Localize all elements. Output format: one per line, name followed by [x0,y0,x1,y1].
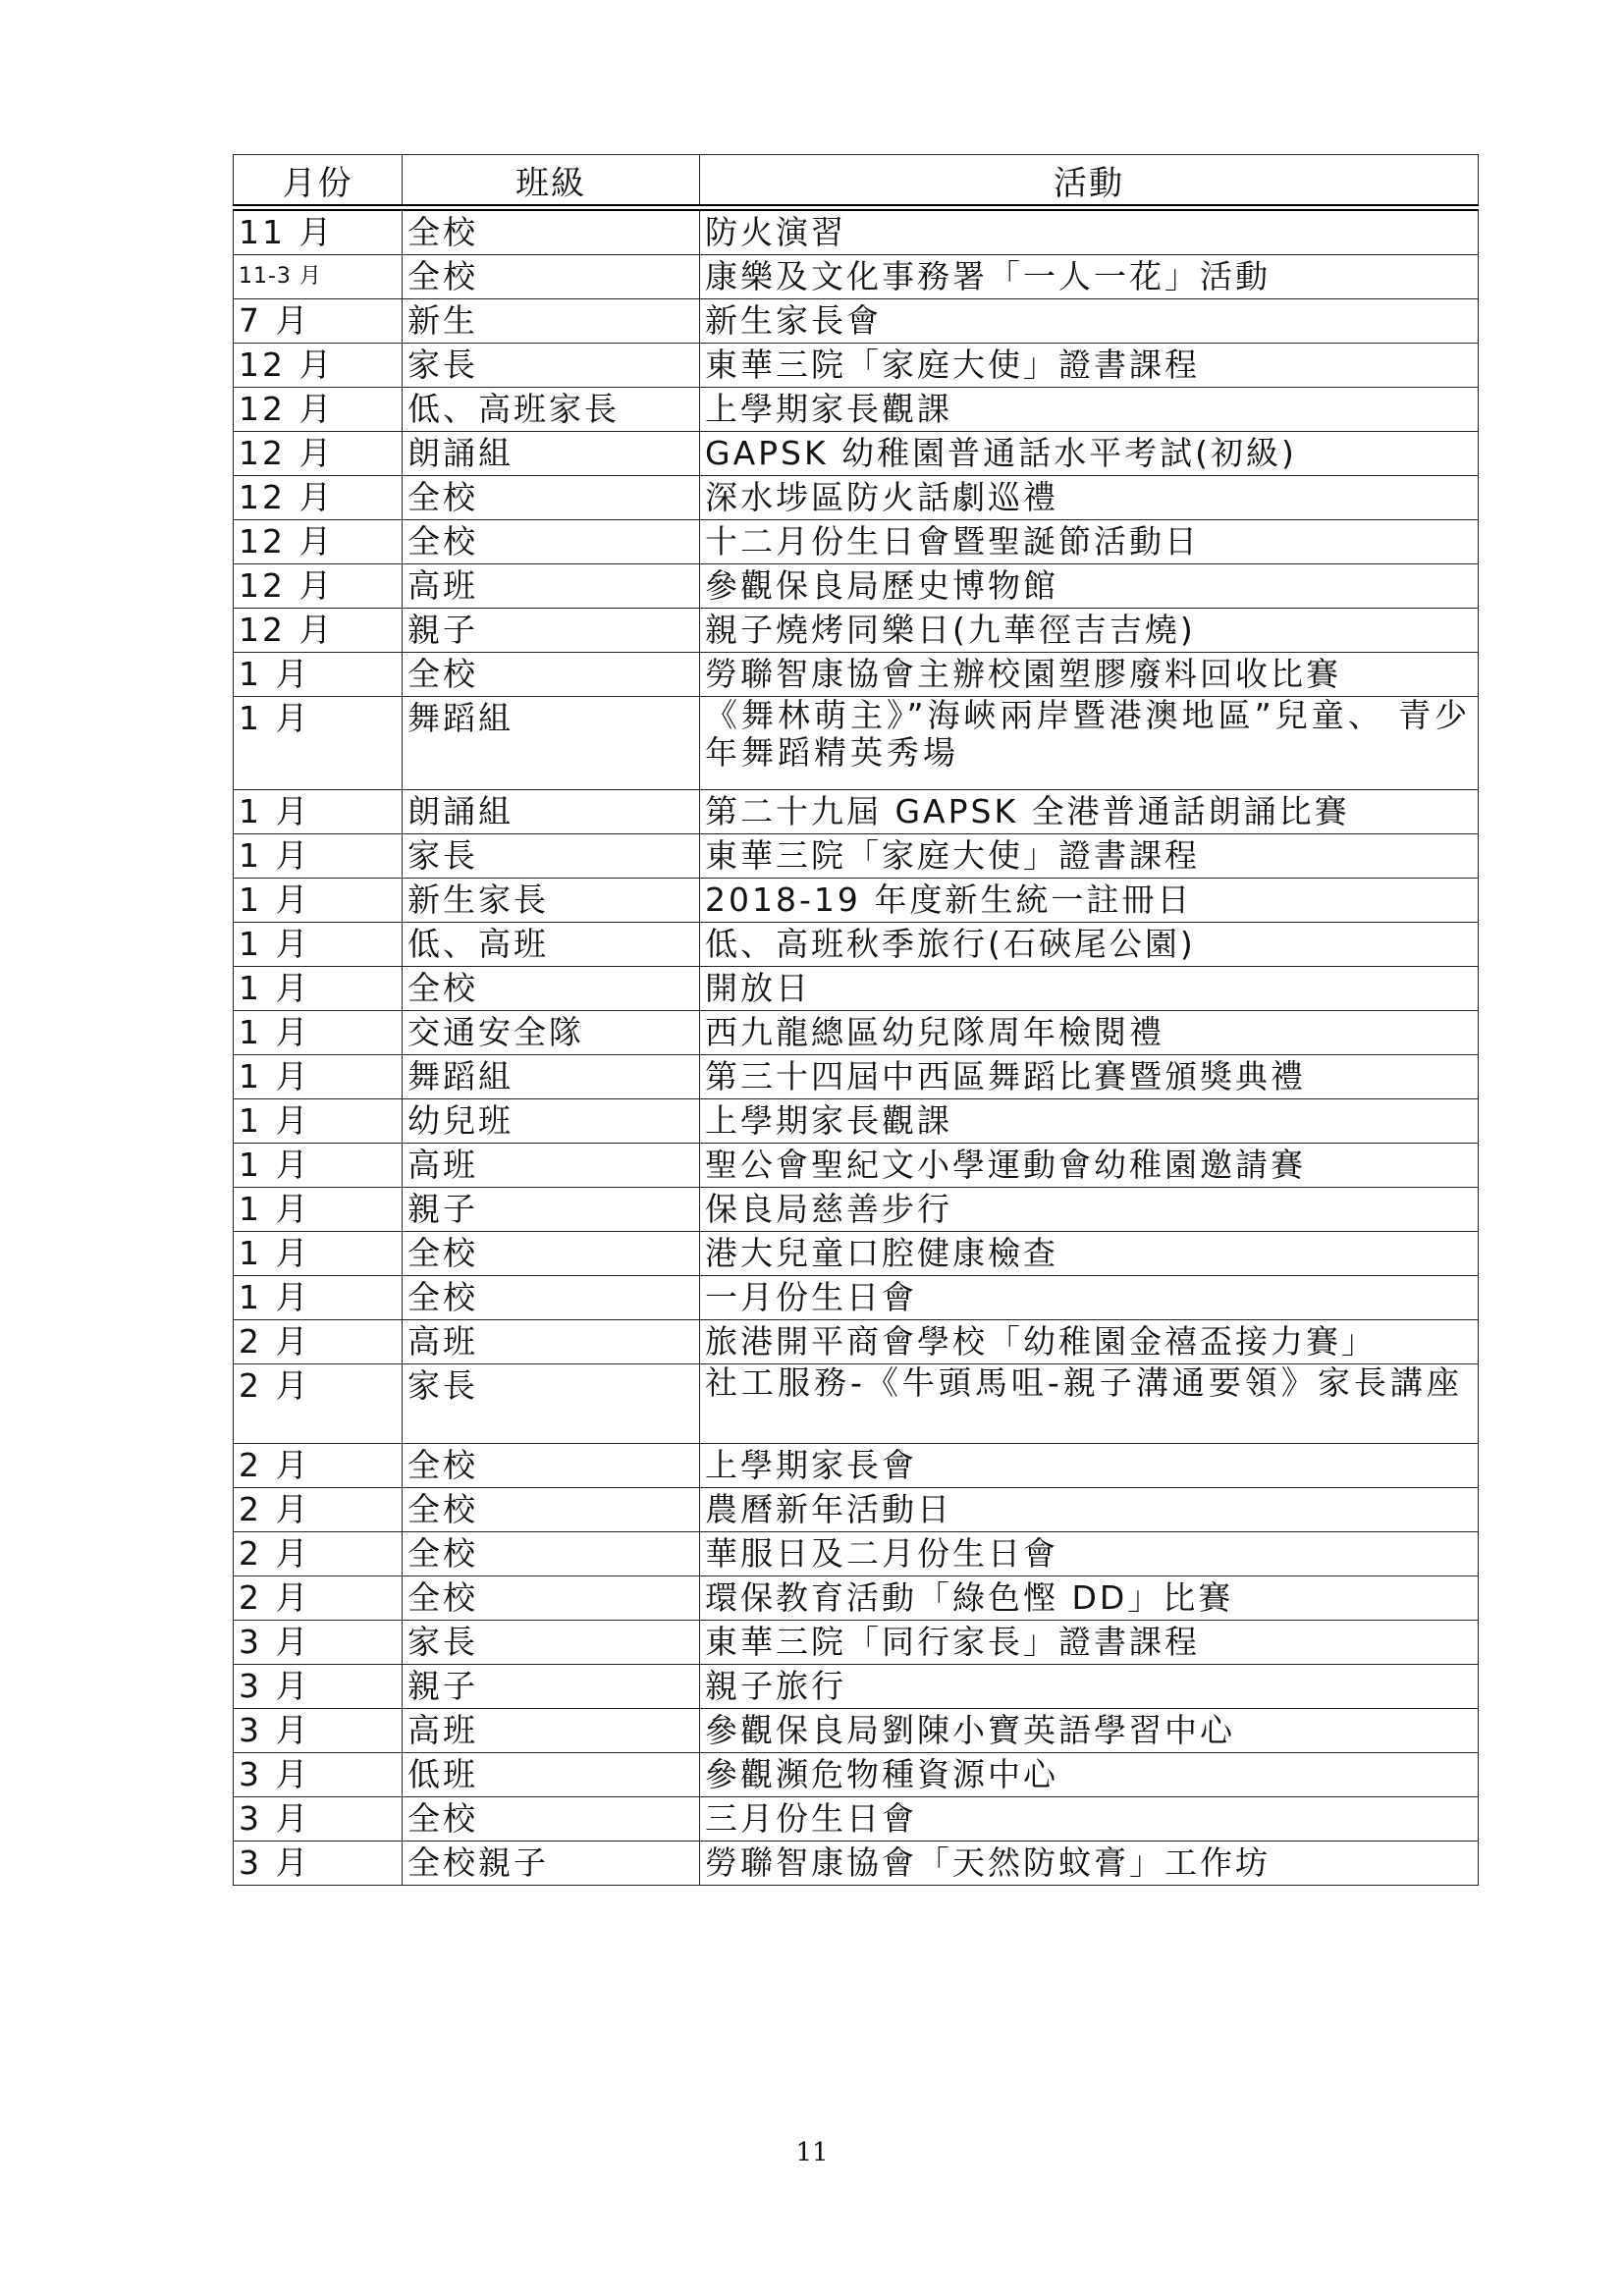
cell-class: 幼兒班 [403,1099,700,1144]
table-row [234,1188,1479,1232]
table-header [234,155,1479,208]
table-row [234,1364,1479,1444]
cell-class: 全校 [403,967,700,1011]
table-row [234,344,1479,388]
cell-class: 全校 [403,1576,700,1621]
cell-month: 1 月 [234,1011,403,1055]
cell-activity: 第三十四屆中西區舞蹈比賽暨頒獎典禮 [700,1055,1479,1099]
cell-class: 親子 [403,1188,700,1232]
cell-activity: 上學期家長觀課 [700,388,1479,432]
table-row [234,564,1479,609]
cell-month: 1 月 [234,1144,403,1188]
cell-month: 2 月 [234,1364,403,1444]
table-row [234,1011,1479,1055]
cell-class: 親子 [403,1665,700,1709]
cell-activity: 防火演習 [700,208,1479,255]
cell-class: 全校 [403,1488,700,1532]
cell-class: 高班 [403,564,700,609]
cell-month: 12 月 [234,520,403,564]
table-row [234,1232,1479,1276]
table-row [234,834,1479,879]
table-row [234,1842,1479,1886]
cell-month: 1 月 [234,1276,403,1320]
table-row [234,1753,1479,1797]
table-row [234,1055,1479,1099]
cell-activity: 十二月份生日會暨聖誕節活動日 [700,520,1479,564]
cell-activity: 東華三院「家庭大使」證書課程 [700,344,1479,388]
table-row [234,1488,1479,1532]
table-row [234,879,1479,923]
cell-month: 11-3 月 [234,255,403,299]
cell-class: 全校 [403,1276,700,1320]
cell-class: 家長 [403,344,700,388]
cell-class: 新生 [403,299,700,344]
cell-month: 3 月 [234,1797,403,1842]
cell-class: 全校 [403,520,700,564]
cell-month: 12 月 [234,609,403,653]
cell-month: 1 月 [234,967,403,1011]
cell-class: 全校 [403,208,700,255]
cell-month: 3 月 [234,1842,403,1886]
cell-activity: 參觀保良局劉陳小寶英語學習中心 [700,1709,1479,1753]
cell-month: 1 月 [234,834,403,879]
table-row [234,1576,1479,1621]
cell-month: 3 月 [234,1665,403,1709]
cell-month: 1 月 [234,653,403,697]
table-row [234,1665,1479,1709]
table-row [234,1320,1479,1364]
cell-month: 2 月 [234,1320,403,1364]
cell-activity: 保良局慈善步行 [700,1188,1479,1232]
cell-activity: 環保教育活動「綠色慳 DD」比賽 [700,1576,1479,1621]
cell-month: 3 月 [234,1753,403,1797]
cell-class: 高班 [403,1320,700,1364]
table-row [234,1621,1479,1665]
cell-month: 12 月 [234,476,403,520]
table-row [234,255,1479,299]
cell-activity: 第二十九屆 GAPSK 全港普通話朗誦比賽 [700,790,1479,834]
cell-month: 1 月 [234,1055,403,1099]
cell-activity: 東華三院「同行家長」證書課程 [700,1621,1479,1665]
table-row [234,299,1479,344]
table-row [234,1276,1479,1320]
table-row [234,1797,1479,1842]
table-row [234,208,1479,255]
cell-activity: 勞聯智康協會「天然防蚊膏」工作坊 [700,1842,1479,1886]
cell-month: 12 月 [234,388,403,432]
cell-class: 低、高班 [403,923,700,967]
cell-activity: 2018-19 年度新生統一註冊日 [700,879,1479,923]
activity-schedule-table [233,154,1479,1886]
cell-class: 全校 [403,1797,700,1842]
table-row [234,967,1479,1011]
cell-month: 2 月 [234,1488,403,1532]
cell-class: 全校 [403,1232,700,1276]
cell-activity: 參觀保良局歷史博物館 [700,564,1479,609]
cell-class: 家長 [403,1364,700,1444]
cell-class: 全校 [403,1532,700,1576]
cell-month: 3 月 [234,1621,403,1665]
cell-activity: 聖公會聖紀文小學運動會幼稚園邀請賽 [700,1144,1479,1188]
cell-activity: 東華三院「家庭大使」證書課程 [700,834,1479,879]
table-row [234,923,1479,967]
cell-class: 朗誦組 [403,432,700,476]
cell-month: 1 月 [234,923,403,967]
table-row [234,1709,1479,1753]
cell-month: 12 月 [234,564,403,609]
cell-activity: 親子旅行 [700,1665,1479,1709]
cell-month: 12 月 [234,432,403,476]
cell-class: 全校親子 [403,1842,700,1886]
cell-class: 舞蹈組 [403,697,700,790]
table-row [234,609,1479,653]
header-activity: 活動 [700,155,1479,208]
table-row [234,432,1479,476]
cell-month: 1 月 [234,1232,403,1276]
cell-activity: 康樂及文化事務署「一人一花」活動 [700,255,1479,299]
cell-class: 低、高班家長 [403,388,700,432]
cell-class: 低班 [403,1753,700,1797]
cell-class: 全校 [403,653,700,697]
cell-month: 3 月 [234,1709,403,1753]
cell-activity: 深水埗區防火話劇巡禮 [700,476,1479,520]
cell-activity: 開放日 [700,967,1479,1011]
table-row [234,790,1479,834]
cell-activity: 華服日及二月份生日會 [700,1532,1479,1576]
page-number: 11 [795,2138,829,2167]
table-row [234,1144,1479,1188]
cell-month: 2 月 [234,1444,403,1488]
cell-activity: 勞聯智康協會主辦校園塑膠廢料回收比賽 [700,653,1479,697]
header-class: 班級 [403,155,700,208]
table-row [234,1444,1479,1488]
cell-activity: 旅港開平商會學校「幼稚園金禧盃接力賽」 [700,1320,1479,1364]
cell-month: 1 月 [234,1188,403,1232]
cell-activity: 港大兒童口腔健康檢查 [700,1232,1479,1276]
cell-activity: 西九龍總區幼兒隊周年檢閱禮 [700,1011,1479,1055]
header-row [234,155,1479,208]
table-row [234,1099,1479,1144]
cell-class: 新生家長 [403,879,700,923]
cell-activity: 農曆新年活動日 [700,1488,1479,1532]
cell-class: 全校 [403,1444,700,1488]
header-month: 月份 [234,155,403,208]
cell-month: 1 月 [234,879,403,923]
cell-activity: 三月份生日會 [700,1797,1479,1842]
cell-activity: 一月份生日會 [700,1276,1479,1320]
cell-activity: 上學期家長會 [700,1444,1479,1488]
cell-activity: 參觀瀕危物種資源中心 [700,1753,1479,1797]
table-row [234,476,1479,520]
table-row [234,388,1479,432]
cell-month: 2 月 [234,1576,403,1621]
cell-class: 全校 [403,255,700,299]
table-body [234,208,1479,1886]
cell-class: 親子 [403,609,700,653]
cell-activity: 低、高班秋季旅行(石硤尾公園) [700,923,1479,967]
cell-class: 家長 [403,834,700,879]
table-row [234,520,1479,564]
cell-month: 12 月 [234,344,403,388]
cell-month: 1 月 [234,697,403,790]
table-row [234,1532,1479,1576]
cell-class: 家長 [403,1621,700,1665]
table-row [234,697,1479,790]
table-row [234,653,1479,697]
cell-month: 1 月 [234,1099,403,1144]
cell-class: 全校 [403,476,700,520]
cell-class: 高班 [403,1709,700,1753]
cell-class: 高班 [403,1144,700,1188]
cell-month: 11 月 [234,208,403,255]
cell-class: 舞蹈組 [403,1055,700,1099]
cell-activity: 上學期家長觀課 [700,1099,1479,1144]
cell-month: 2 月 [234,1532,403,1576]
cell-class: 交通安全隊 [403,1011,700,1055]
cell-activity: 《舞林萌主》”海峽兩岸暨港澳地區”兒童、 青少年舞蹈精英秀場 [700,697,1479,790]
cell-activity: 親子燒烤同樂日(九華徑吉吉燒) [700,609,1479,653]
cell-activity: 社工服務-《牛頭馬咀-親子溝通要領》家長講座 [700,1364,1479,1444]
cell-month: 1 月 [234,790,403,834]
cell-month: 7 月 [234,299,403,344]
cell-activity: 新生家長會 [700,299,1479,344]
cell-activity: GAPSK 幼稚園普通話水平考試(初級) [700,432,1479,476]
cell-class: 朗誦組 [403,790,700,834]
